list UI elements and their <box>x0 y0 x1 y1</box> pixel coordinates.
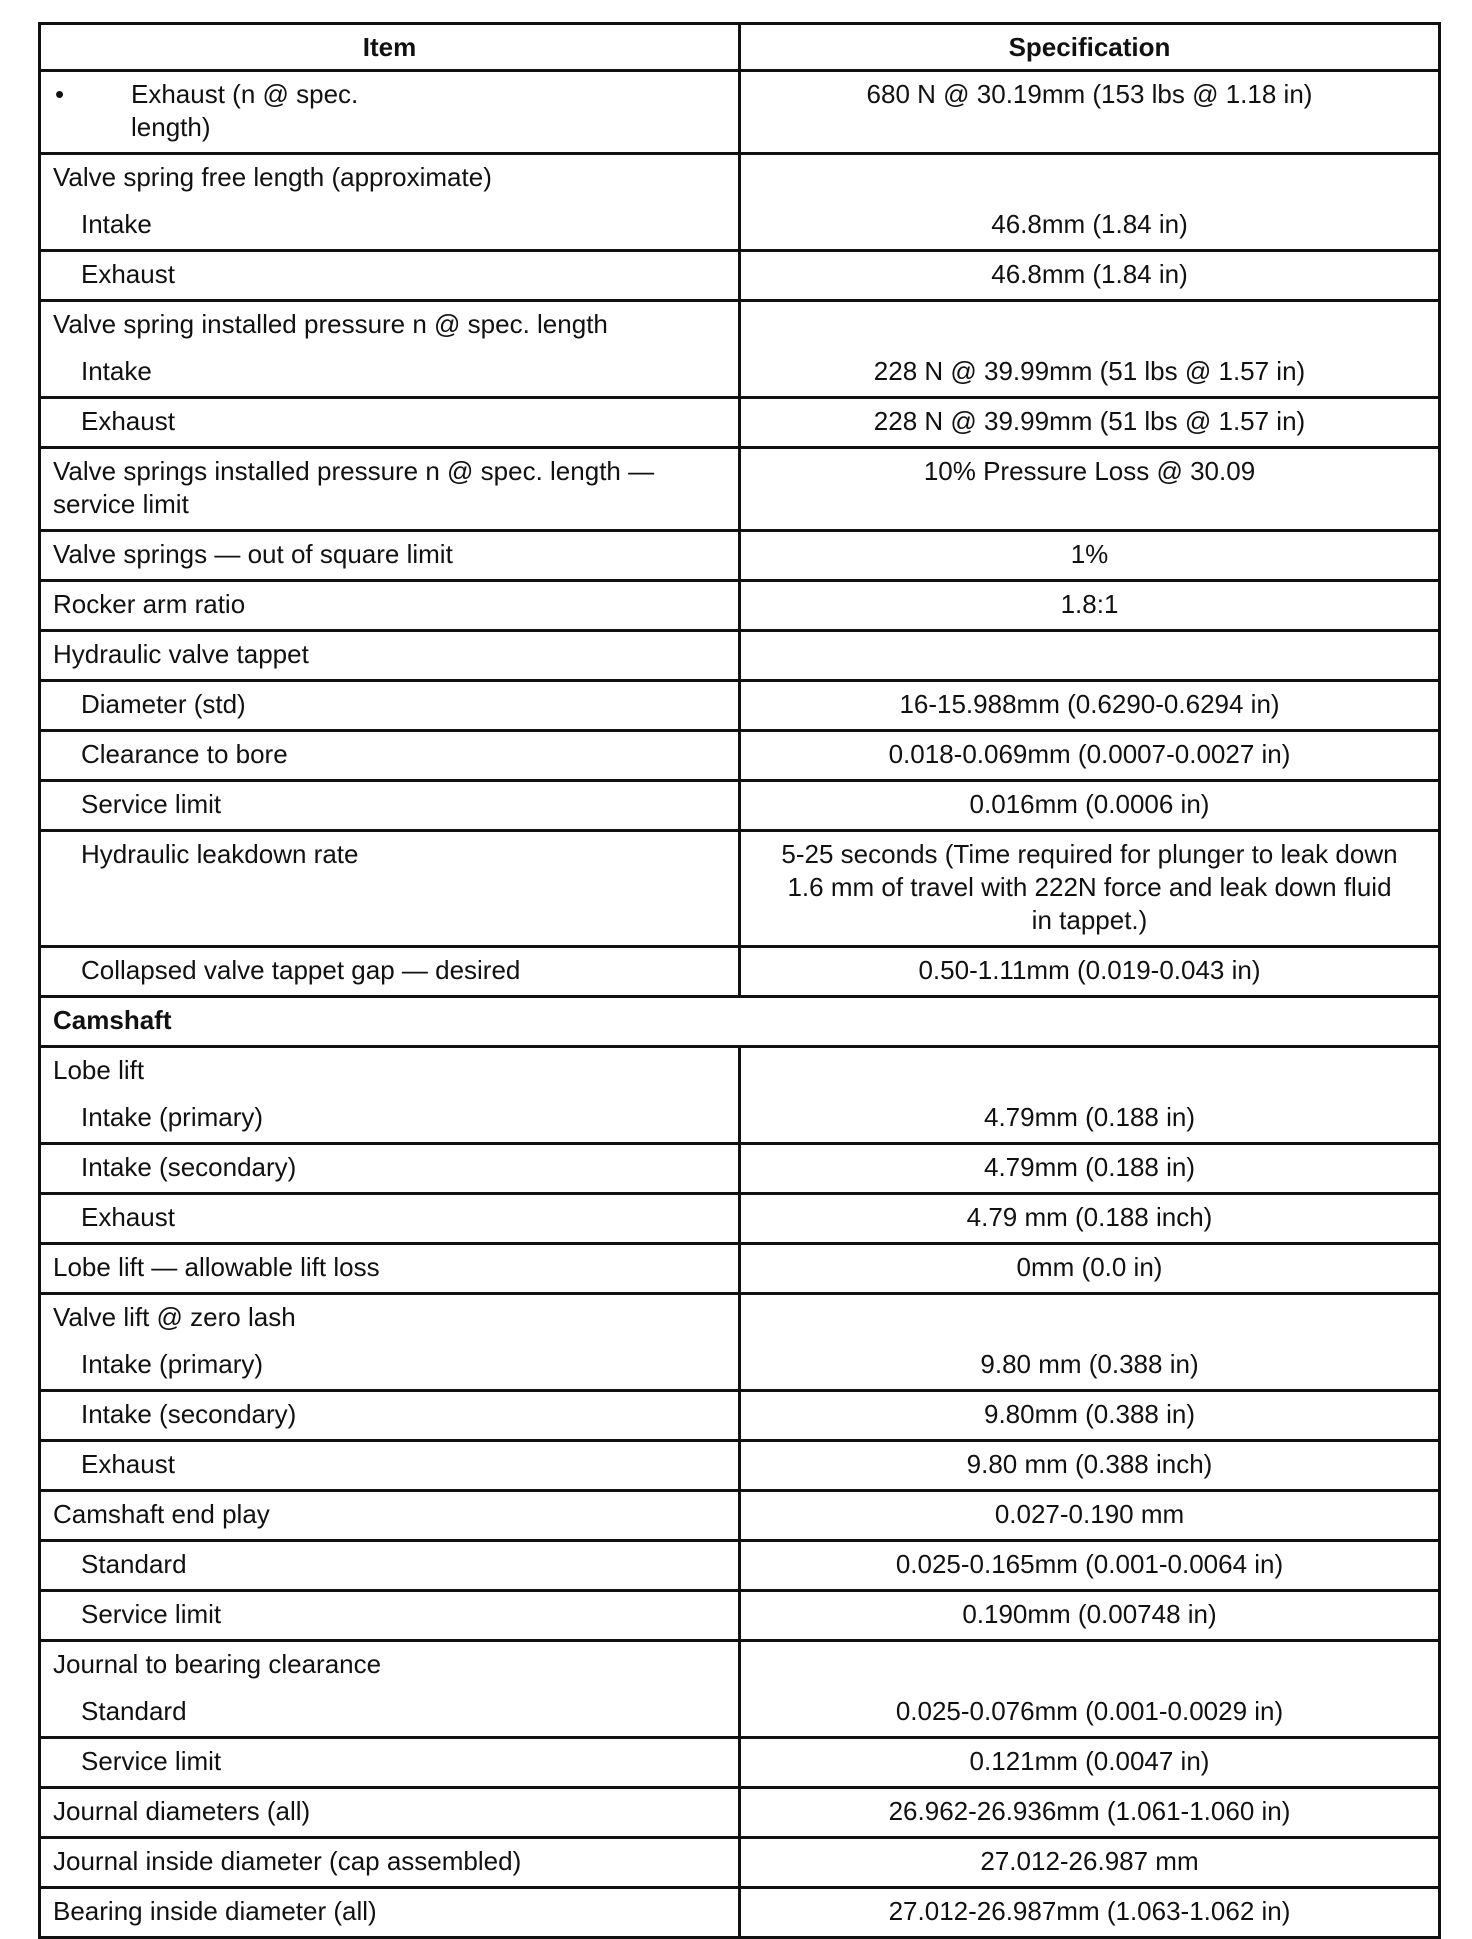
spec-value: 0.027-0.190 mm <box>740 1491 1440 1541</box>
column-header-item: Item <box>40 24 740 71</box>
item-label: Service limit <box>40 1591 740 1641</box>
table-row <box>40 531 1440 581</box>
table-row <box>40 1144 1440 1194</box>
item-label: Valve springs installed pressure n @ spec. length — service limit <box>40 448 740 531</box>
item-label: Rocker arm ratio <box>40 581 740 631</box>
spec-value: 680 N @ 30.19mm (153 lbs @ 1.18 in) <box>740 71 1440 154</box>
spec-value: 0.016mm (0.0006 in) <box>740 781 1440 831</box>
group-label: Valve lift @ zero lash <box>40 1294 740 1343</box>
table-row <box>40 154 1440 203</box>
table-row <box>40 831 1440 947</box>
spec-value <box>740 301 1440 350</box>
table-row <box>40 1047 1440 1096</box>
table-row <box>40 1441 1440 1491</box>
item-label: Intake (primary) <box>40 1342 740 1391</box>
table-row <box>40 71 1440 154</box>
item-label: Standard <box>40 1541 740 1591</box>
item-label: Hydraulic leakdown rate <box>40 831 740 947</box>
spec-value: 0.025-0.165mm (0.001-0.0064 in) <box>740 1541 1440 1591</box>
table-row <box>40 448 1440 531</box>
table-row <box>40 1294 1440 1343</box>
item-label: Exhaust <box>40 398 740 448</box>
item-label: Lobe lift — allowable lift loss <box>40 1244 740 1294</box>
table-row <box>40 1641 1440 1690</box>
spec-value: 4.79 mm (0.188 inch) <box>740 1194 1440 1244</box>
spec-value: 1.8:1 <box>740 581 1440 631</box>
table-row <box>40 1541 1440 1591</box>
item-label: Intake (primary) <box>40 1095 740 1144</box>
item-label: Exhaust <box>40 251 740 301</box>
group-label: Journal to bearing clearance <box>40 1641 740 1690</box>
spec-value: 9.80 mm (0.388 in) <box>740 1342 1440 1391</box>
item-label: Exhaust <box>40 1441 740 1491</box>
item-label: Camshaft end play <box>40 1491 740 1541</box>
table-row <box>40 1095 1440 1144</box>
spec-value: 26.962-26.936mm (1.061-1.060 in) <box>740 1788 1440 1838</box>
specification-table <box>38 22 1441 1939</box>
bullet-marker: • <box>55 79 65 109</box>
spec-value: 228 N @ 39.99mm (51 lbs @ 1.57 in) <box>740 349 1440 398</box>
table-row <box>40 1391 1440 1441</box>
item-label: Intake <box>40 202 740 251</box>
table-row <box>40 398 1440 448</box>
table-row <box>40 947 1440 997</box>
spec-value: 0.121mm (0.0047 in) <box>740 1738 1440 1788</box>
item-label: Intake <box>40 349 740 398</box>
item-label: Intake (secondary) <box>40 1144 740 1194</box>
item-cell <box>40 71 740 154</box>
table-row <box>40 1342 1440 1391</box>
spec-value: 0mm (0.0 in) <box>740 1244 1440 1294</box>
item-label: Exhaust <box>40 1194 740 1244</box>
item-label: Intake (secondary) <box>40 1391 740 1441</box>
spec-value: 5-25 seconds (Time required for plunger to leak down 1.6 mm of travel with 222N force and leak down fluid in tappet.) <box>740 831 1440 947</box>
spec-value: 10% Pressure Loss @ 30.09 <box>740 448 1440 531</box>
spec-value <box>740 1047 1440 1096</box>
table-row <box>40 349 1440 398</box>
item-label: Standard <box>40 1689 740 1738</box>
table-row <box>40 1244 1440 1294</box>
spec-value: 1% <box>740 531 1440 581</box>
table-row <box>40 1838 1440 1888</box>
section-row <box>40 997 1440 1047</box>
spec-value <box>740 1294 1440 1343</box>
spec-value: 46.8mm (1.84 in) <box>740 202 1440 251</box>
table-row <box>40 301 1440 350</box>
table-row <box>40 1591 1440 1641</box>
group-label: Valve spring installed pressure n @ spec. length <box>40 301 740 350</box>
table-row <box>40 1194 1440 1244</box>
table-row <box>40 202 1440 251</box>
spec-value: 4.79mm (0.188 in) <box>740 1144 1440 1194</box>
column-header-specification: Specification <box>740 24 1440 71</box>
table-row <box>40 1888 1440 1938</box>
table-row <box>40 581 1440 631</box>
spec-value: 0.190mm (0.00748 in) <box>740 1591 1440 1641</box>
item-label: Exhaust (n @ spec. length) <box>131 79 359 142</box>
spec-value: 0.018-0.069mm (0.0007-0.0027 in) <box>740 731 1440 781</box>
group-label: Hydraulic valve tappet <box>40 631 740 681</box>
item-label: Journal inside diameter (cap assembled) <box>40 1838 740 1888</box>
item-label: Service limit <box>40 1738 740 1788</box>
spec-value <box>740 631 1440 681</box>
item-label: Journal diameters (all) <box>40 1788 740 1838</box>
spec-value: 46.8mm (1.84 in) <box>740 251 1440 301</box>
group-label: Lobe lift <box>40 1047 740 1096</box>
spec-value: 0.50-1.11mm (0.019-0.043 in) <box>740 947 1440 997</box>
table-row <box>40 731 1440 781</box>
spec-value: 228 N @ 39.99mm (51 lbs @ 1.57 in) <box>740 398 1440 448</box>
spec-value: 27.012-26.987mm (1.063-1.062 in) <box>740 1888 1440 1938</box>
table-row <box>40 631 1440 681</box>
item-label: Collapsed valve tappet gap — desired <box>40 947 740 997</box>
group-label: Valve spring free length (approximate) <box>40 154 740 203</box>
table-row <box>40 1788 1440 1838</box>
item-label: Clearance to bore <box>40 731 740 781</box>
table-row <box>40 251 1440 301</box>
spec-value: 0.025-0.076mm (0.001-0.0029 in) <box>740 1689 1440 1738</box>
spec-value <box>740 1641 1440 1690</box>
table-row <box>40 781 1440 831</box>
item-label: Valve springs — out of square limit <box>40 531 740 581</box>
spec-value: 16-15.988mm (0.6290-0.6294 in) <box>740 681 1440 731</box>
item-label: Service limit <box>40 781 740 831</box>
table-row <box>40 1689 1440 1738</box>
table-row <box>40 1491 1440 1541</box>
table-row <box>40 1738 1440 1788</box>
item-label: Bearing inside diameter (all) <box>40 1888 740 1938</box>
section-title: Camshaft <box>40 997 1440 1047</box>
spec-value: 9.80 mm (0.388 inch) <box>740 1441 1440 1491</box>
item-label: Diameter (std) <box>40 681 740 731</box>
spec-value: 9.80mm (0.388 in) <box>740 1391 1440 1441</box>
table-header-row <box>40 24 1440 71</box>
spec-value: 27.012-26.987 mm <box>740 1838 1440 1888</box>
spec-value <box>740 154 1440 203</box>
spec-value: 4.79mm (0.188 in) <box>740 1095 1440 1144</box>
table-row <box>40 681 1440 731</box>
